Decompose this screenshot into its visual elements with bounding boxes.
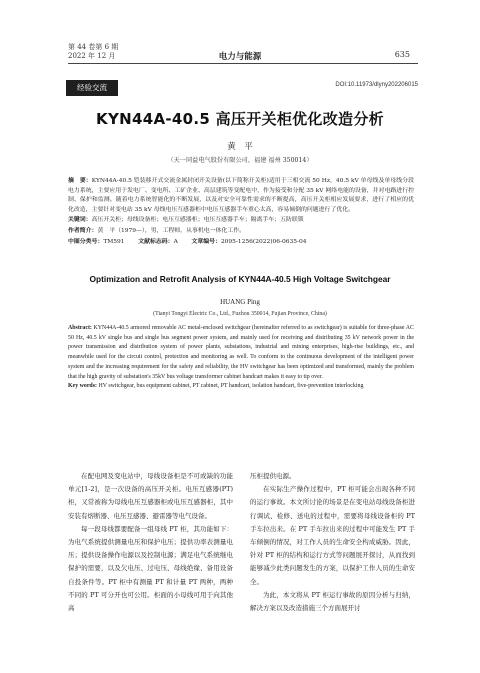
body-left-column [68, 470, 233, 615]
abstract-cn-body [68, 176, 414, 215]
author-bio-text: 黄 平（1979—），男，工程师，从事机电一体化工作。 [97, 227, 245, 234]
issue-date: 2022 年 12 月 [68, 52, 116, 60]
keywords-cn-label: 关键词： [68, 216, 92, 224]
body-paragraph: 在实际生产操作过程中，PT 柜可能会出现各种不同的运行事故。本文所讨论的场景是在变电站母线设备柜进行调试、检修、送电的过程中，需要将母线设备柜的 PT 手车拉出来。在 PT 手车拉出来的过程中可能发生 PT 手车倾倒的情况，对工作人员的生命安全构成威胁。因此，针对 PT 柜的结构和运行方式等问题展开探讨，从而找到能够减少此类问题发生的方案，以保护工作人员的生命安全。 [250, 485, 415, 586]
author-affiliation-en: (Tianyi Tongyi Electric Co., Ltd., Fuzhou 350014, Fujian Province, China) [153, 311, 327, 317]
article-no-label: 文章编号： [191, 237, 221, 245]
paper-title: KYN44A-40.5 高压开关柜优化改造分析 [96, 110, 384, 128]
abstract-cn [68, 176, 414, 247]
abstract-cn-label: 摘 要： [68, 177, 92, 184]
doc-code-label: 文献标志码： [138, 237, 174, 245]
clc-value: TM591 [103, 238, 125, 245]
abstract-en-label: Abstract: [68, 325, 92, 331]
doi: DOI:10.11973/dlyny202206015 [335, 82, 418, 88]
abstract-en-body [68, 324, 414, 382]
abstract-en-text: KYN44A-40.5 armored removable AC metal-enclosed switchgear (hereinafter referred to as switchgear) is suitable for three-phase AC 50 Hz, 40.5 kV single bus and single bus segment power system, and mainly used for receiving and distributing 35 kV network power in the power transmission and distribution system of power plants, substations, industrial and mining enterprises, high-rise buildings, etc., and meanwhile used for the circuit control, protection and monitoring as well. To conform to the continuous development of the intelligent power system and the increasing requirement for the safety and reliability, the HV switchgear has been optimized and transformed, mainly the problem that the high gravity of substation's 35kV bus voltage transformer cabinet handcart makes it easy to tip over. [68, 325, 414, 380]
body-paragraph: 在配电网及变电站中，母线设备柜是不可或缺的功能单元[1-2]，是一次设备的高压开关柜。电压互感器(PT)柜，又常被称为母线电压互感器柜或电压互感器柜，其中安装有熔断器、电压互感器、避雷器等电气设备。 [68, 472, 233, 520]
volume-issue: 第 44 卷第 6 期 [68, 43, 119, 51]
abstract-cn-text: KYN44A-40.5 铠装移开式交流金属封闭开关设备(以下简称开关柜)适用于三相交流 50 Hz，40.5 kV 单母线及单母线分段电力系统，主要应用于发电厂、变电所、工矿企业、高层建筑等变配电中，作为接受和分配 35 kV 网络电能的设备，并对电路进行控制、保护和监测。随着电力系统智能化的不断发展，以及对安全可靠性需求的不断提高，高压开关柜相应发展要求，进行了相应的优化改造，主要针对变电站 35 kV 母线电压互感器柜中电压互感器手车重心太高，容易倾倒的问题进行了优化。 [68, 178, 414, 213]
author-bio [68, 226, 414, 237]
body-paragraph: 每一段母线都要配备一组母线 PT 柜，其功能如下：为电气系统提供测量电压和保护电压；提供功率表测量电压；提供设备操作电源以及控制电源；满足电气系统继电保护的需要，以及欠电压、过电压、母线绝缘、备用设备自投条件等。PT 柜中有测量 PT 和计量 PT 两种，两种不同的 PT 可分开也可公用。柜面的小母线可用于向其他高 [68, 524, 233, 613]
body-paragraph: 为此，本文将从 PT 柜运行事故的原因分析与归纳，解决方案以及改造措施三个方面展开讨 [250, 590, 415, 613]
section-tag: 经验交流 [66, 80, 118, 96]
keywords-cn-text: 高压开关柜；母线设备柜；电压互感器柜；电压互感器手车；隔离手车；五防联锁 [91, 217, 304, 224]
author-bio-label: 作者简介： [68, 226, 98, 234]
keywords-en [68, 382, 414, 392]
author-name: 黄 平 [227, 142, 253, 152]
author-affiliation: （天一同益电气股份有限公司，福建 福州 350014） [167, 157, 313, 164]
page-number: 635 [394, 50, 410, 59]
clc-label: 中图分类号： [68, 237, 104, 245]
body-paragraph: 压柜提供电源。 [250, 472, 296, 480]
keywords-cn [68, 215, 414, 226]
keywords-en-text: HV switchgear, bus equipment cabinet, PT cabinet, PT handcart, isolation handcart, five-prevention interlocking [98, 383, 364, 390]
keywords-en-label: Key words: [68, 383, 97, 390]
journal-name: 电力与能源 [218, 52, 262, 62]
author-name-en: HUANG Ping [220, 298, 260, 306]
classification-line [68, 237, 414, 248]
paper-title-en: Optimization and Retrofit Analysis of KYN44A-40.5 High Voltage Switchgear [89, 274, 391, 284]
doc-code-value: A [173, 238, 178, 245]
header-divider [68, 63, 418, 64]
abstract-en [68, 324, 414, 392]
article-no-value: 2095-1256(2022)06-0635-04 [220, 238, 307, 245]
body-right-column [250, 470, 415, 615]
